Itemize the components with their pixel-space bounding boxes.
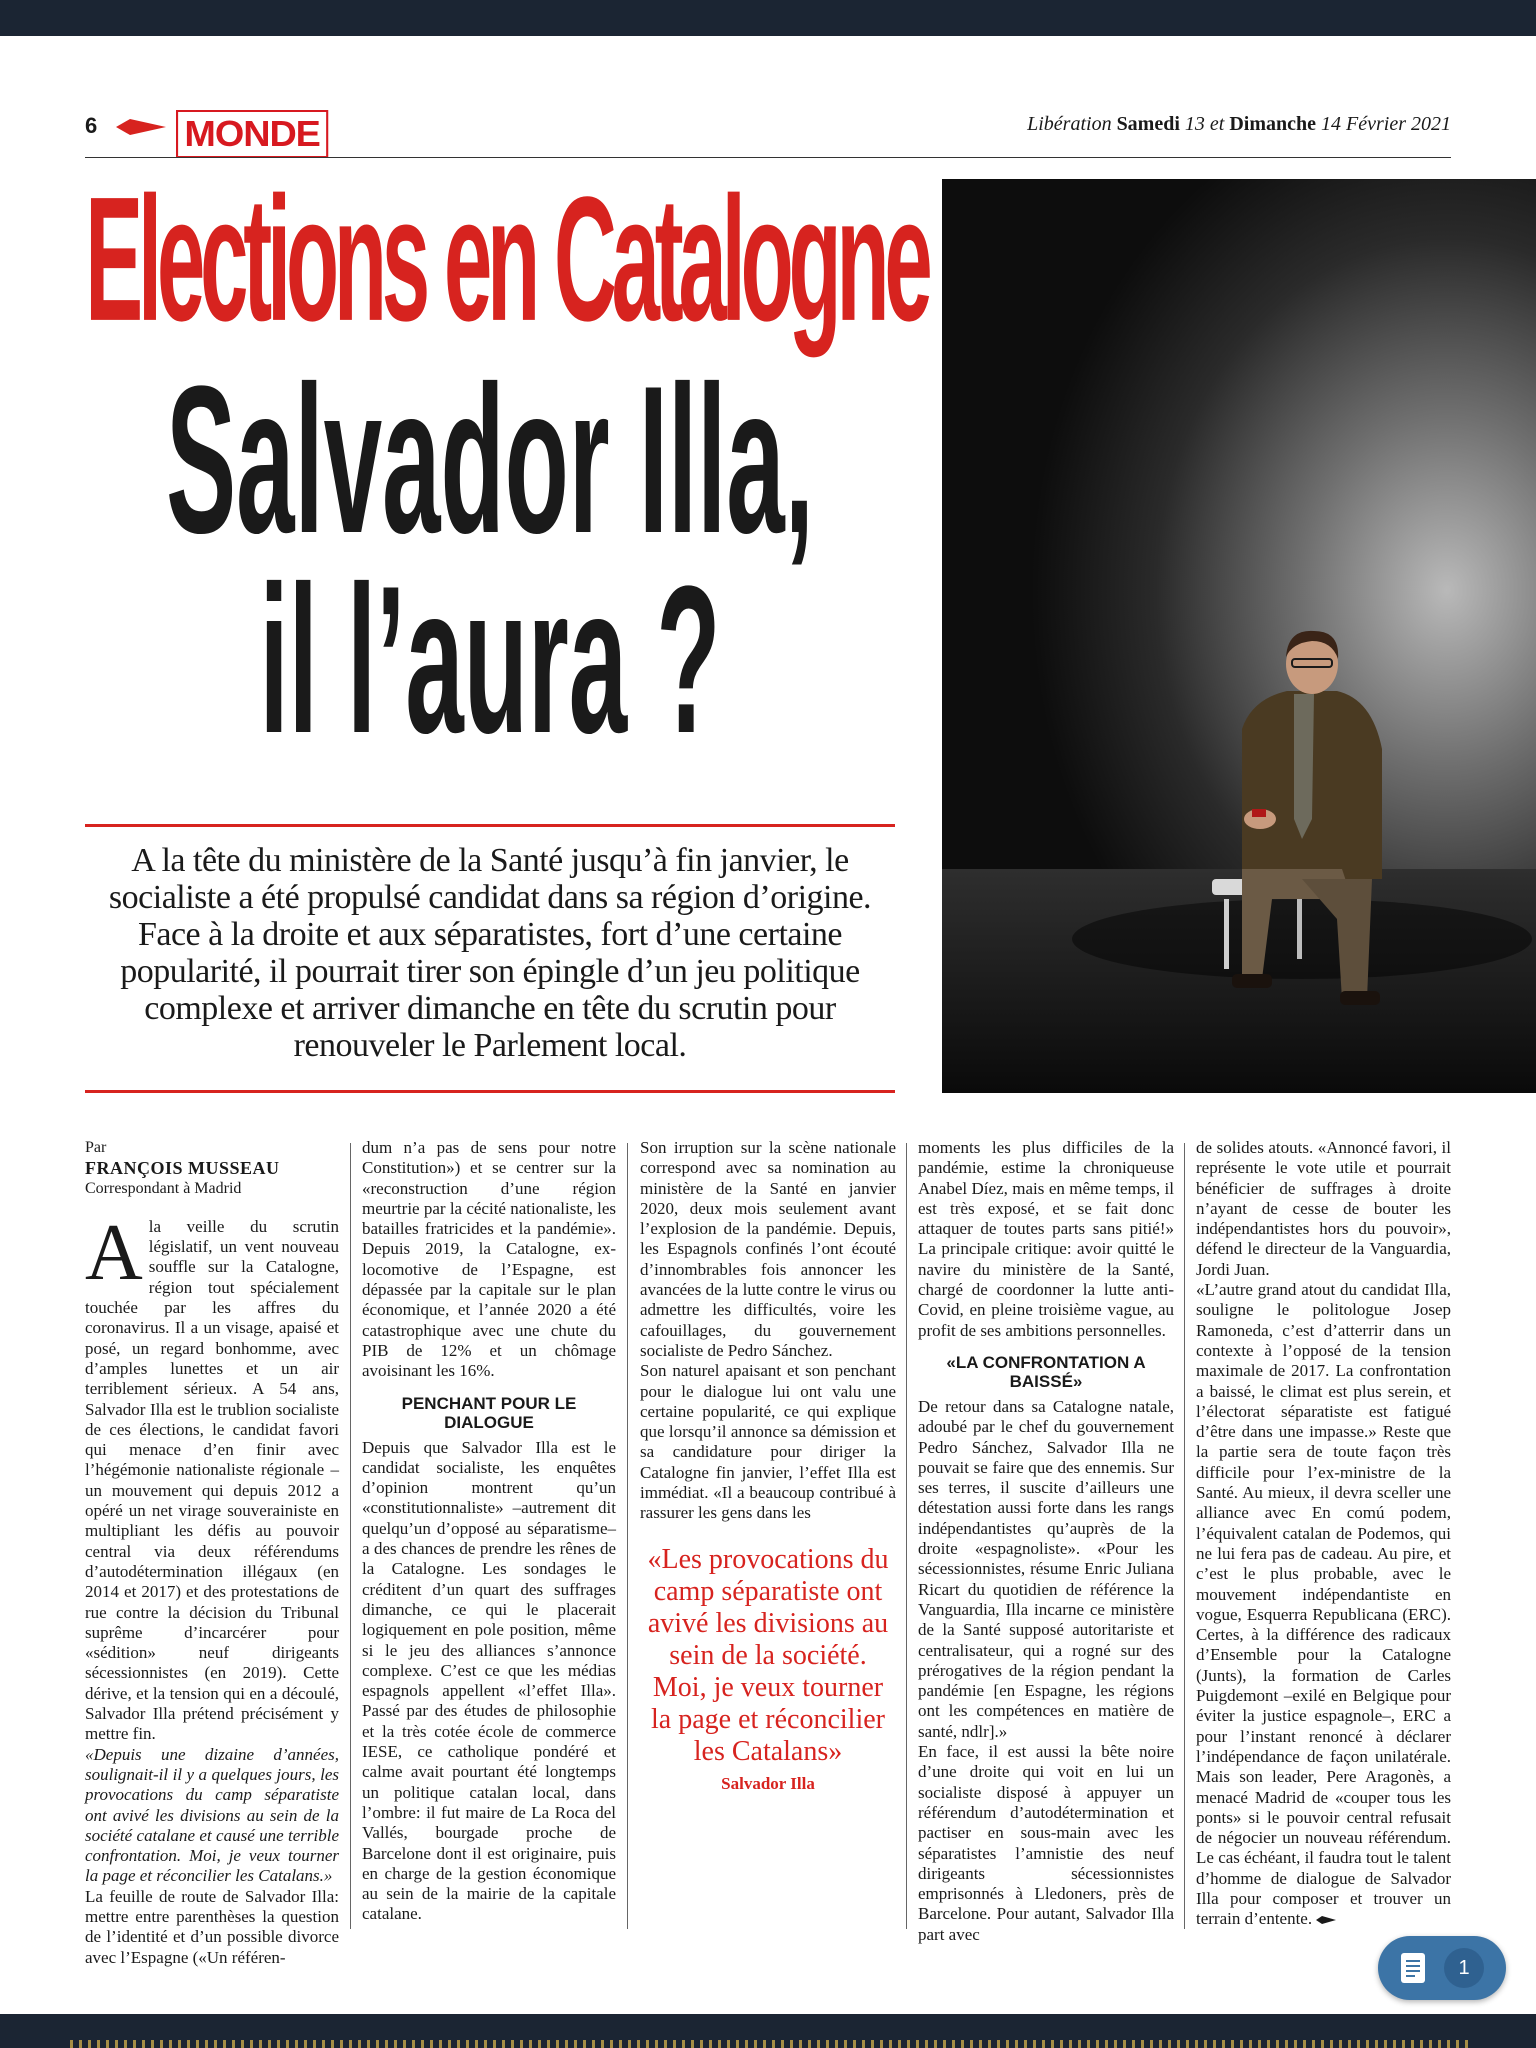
page-strip-ticks [70,2040,1470,2048]
article-column-5 [1196,1138,1451,1930]
article-paragraph: Son irruption sur la scène nationale correspond avec sa nomination au ministère de la Santé en janvier 2020, deux mois seulement avant l’explosion de la pandémie. Depuis, les Espagnols confinés l’ont écouté d’innombrables fois annoncer les avancées de la lutte contre le virus ou admettre les difficultés, voire les cafouillages, du gouvernement socialiste de Pedro Sánchez. [640,1138,896,1360]
column-divider [906,1143,907,1929]
page-thumbnail-button[interactable] [1378,1936,1506,2000]
headline-line-2: il l’aura ? [259,542,721,777]
article-paragraph: Depuis que Salvador Illa est le candidat socialiste, les enquêtes d’opinion montrent qu’un «constitutionnaliste» –autrement dit quelqu’un d’opposé au séparatisme– a des chances de prendre les rênes de la Catalogne. Les sondages le créditent d’un quart des suffrages dimanche, ce qui le placerait logiquement en pole position, même si le jeu des alliances s’annonce complexe. C’est ce que les médias espagnols appellent «l’effet Illa». Passé par des études de philosophie et la très cotée école de commerce IESE, ce catholique pondéré et calme avait pourtant été longtemps un politique catalan local, dans l’ombre: il fut maire de La Roca del Vallés, bourgade proche de Barcelone dont il est originaire, puis en charge de la gestion économique au sein de la mairie de la capitale catalane. [362,1437,616,1924]
standfirst: A la tête du ministère de la Santé jusqu’à fin janvier, le socialiste a été propulsé candidat dans sa région d’origine. Face à la droite et aux séparatistes, fort d’une certaine popularité, il pourrait tirer son épingle d’un jeu politique complexe et arriver dimanche en tête du scrutin pour renouveler le Parlement local. [108,842,872,1064]
pull-quote: «Les provocations du camp séparatiste ont avivé les divisions au sein de la société. Moi, je veux tourner la page et réconcilier les Catalans» [647,1543,889,1767]
article-column-2 [362,1138,616,1925]
article-paragraph: «L’autre grand atout du candidat Illa, souligne le politologue Josep Ramoneda, c’est d’atterrir dans un contexte à l’opposé de la tension maximale de 2017. La confrontation a baissé, le climat est plus serein, et l’électorat séparatiste est fatigué d’être dans une impasse.» Reste que la partie sera de toute façon très difficile pour l’ex-ministre de la Santé. Au mieux, il devra sceller une alliance avec En comú podem, l’équivalent catalan de Podemos, qui ne lui fera pas de cadeau. Au pire, et c’est le plus probable, avec le mouvement indépendantiste en vogue, Esquerra Republicana (ERC). Certes, à la différence des radicaux d’Ensemble pour la Catalogne (Junts), la formation de Carles Puigdemont –exilé en Belgique pour éviter la justice espagnole–, ERC a pour l’instant renoncé à déclarer l’indépendance de façon unilatérale. Mais son leader, Pere Aragonès, a menacé Madrid de «couper tous les ponts» si le pouvoir central refusait de négocier un nouveau référendum. Le cas échéant, il faudra tout le talent d’homme de dialogue de Salvador Illa pour composer et trouver un terrain d’entente. [1196,1280,1451,1929]
subheading: PENCHANT POUR LE DIALOGUE [401,1393,577,1432]
article-paragraph: dum n’a pas de sens pour notre Constitution») et se centrer sur la «reconstruction d’une région meurtrie par la cécité nationaliste, les batailles fratricides et la pandémie». Depuis 2019, la Catalogne, ex-locomotive de l’Espagne, est dépassée par la capitale sur le plan économique, et l’année 2020 a été catastrophique avec une chute du PIB de 12% et un chômage avoisinant les 16%. [362,1138,616,1381]
page-number: 6 [85,113,98,138]
section-rubric: MONDE [176,110,328,158]
article-paragraph: «Depuis une dizaine d’années, soulignait-il il y a quelques jours, les provocations du camp séparatiste ont avivé les divisions au sein de la société catalane et causé une terrible confrontation. Moi, je veux tourner la page et réconcilier les Catalans.» [85,1744,339,1886]
article-column-1 [85,1138,339,1968]
page-count-badge: 1 [1444,1948,1484,1988]
column-divider [627,1143,628,1929]
article-paragraph: de solides atouts. «Annoncé favori, il représente le vote utile et pourrait bénéficier de suffrages à droite n’ayant de cesse de bouter les indépendantistes hors du pouvoir», défend le directeur de la Vanguardia, Jordi Juan. [1196,1138,1451,1279]
portrait-photo [942,179,1536,1093]
column-divider [350,1143,351,1929]
headline [166,342,814,777]
end-mark-icon [1316,1916,1336,1924]
article-paragraph: moments les plus difficiles de la pandémie, estime la chroniqueuse Anabel Díez, mais en même temps, il est très exposé, et se fait donc attaquer de toutes parts sans pitié!» La principale critique: avoir quitté le navire du ministère de la Santé, chargé de coordonner la lutte anti-Covid, en pleine troisième vague, au profit de ses ambitions personnelles. [918,1138,1174,1340]
byline-role: Correspondant à Madrid [85,1179,242,1197]
article-paragraph: Son naturel apaisant et son penchant pour le dialogue lui ont valu une certaine popularité, ce qui explique que lorsqu’il annonce sa démission et sa candidature pour diriger la Catalogne fin janvier, l’effet Illa est immédiat. «Il a beaucoup contribué à rassurer les gens dans les [640,1361,896,1523]
article-column-4 [918,1138,1174,1945]
article-paragraph: De retour dans sa Catalogne natale, adoubé par le chef du gouvernement Pedro Sánchez, Salvador Illa ne pouvait se faire que des ennemis. Sur ses terres, il suscite d’ailleurs une détestation aussi forte dans les rangs indépendantistes qu’auprès de la droite «espagnoliste». «Pour les sécessionnistes, résume Enric Juliana Ricart du quotidien de référence la Vanguardia, Illa incarne ce ministère de la Santé supposé autoritariste et centralisateur, qui a rogné sur des prérogatives de la région pendant la pandémie [en Espagne, les régions ont les compétences en matière de santé, ndlr].» [918,1396,1174,1741]
column-divider [1184,1143,1185,1929]
chapo-rule-bottom [85,1090,895,1093]
article-paragraph: En face, il est aussi la bête noire d’une droite qui voit en lui un socialiste disposé à appuyer un référendum d’autodétermination et pactiser en sous-main avec les séparatistes l’amnistie des neuf dirigeants sécessionnistes emprisonnés à Lledoners, près de Barcelone. Pour autant, Salvador Illa part avec [918,1742,1174,1944]
header-rule [85,157,1451,158]
byline-author: FRANÇOIS MUSSEAU [85,1158,280,1179]
kicker: Elections en Catalogne [85,159,928,358]
bottom-bar [0,2014,1536,2048]
document-icon [1400,1952,1426,1984]
dateline: Libération Samedi 13 et Dimanche 14 Février 2021 [1027,113,1451,135]
chapo-rule-top [85,824,895,827]
rubric-arrow-icon [116,119,166,135]
headline-line-1: Salvador Illa, [166,342,814,577]
pull-quote-author: Salvador Illa [721,1773,815,1793]
article-paragraph: Ala veille du scrutin législatif, un vent nouveau souffle sur la Catalogne, région tout spécialement touchée par les affres du coronavirus. Il a un visage, apaisé et posé, un regard bonhomme, avec d’amples lunettes et un air terriblement sérieux. A 54 ans, Salvador Illa est le trublion socialiste de ces élections, le candidat favori qui menace d’en finir avec l’hégémonie nationaliste régionale –un mouvement qui depuis 2012 a opéré un net virage souverainiste en multipliant les défis au pouvoir central via deux référendums d’autodétermination illégaux (en 2014 et 2017) et des protestations de rue contre la décision du Tribunal suprême d’incarcérer pour «sédition» neuf dirigeants sécessionnistes (en 2019). Cette dérive, et la tension qui en a découlé, Salvador Illa prétend précisément y mettre fin. [85,1208,339,1744]
top-bar [0,0,1536,36]
article-paragraph: La feuille de route de Salvador Illa: mettre entre parenthèses la question de l’identité et d’un possible divorce avec l’Espagne («Un référen- [85,1886,339,1967]
article-column-3 [640,1138,896,1794]
byline-prefix: Par [85,1139,107,1156]
subheading: «LA CONFRONTATION A BAISSÉ» [946,1352,1146,1391]
drop-cap: A [85,1208,143,1297]
